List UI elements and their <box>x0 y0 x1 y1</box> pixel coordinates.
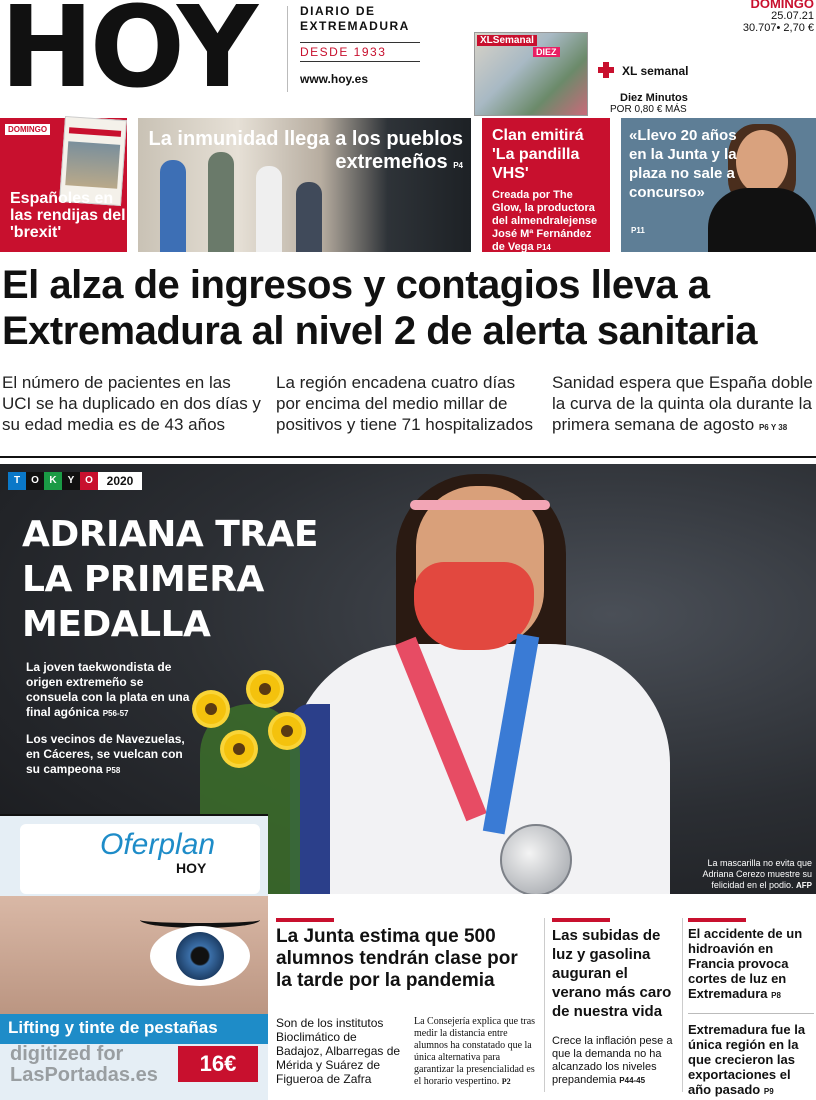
sunflower <box>224 734 254 764</box>
domingo-tag: DOMINGO <box>5 124 50 135</box>
subhead-uci: El número de pacientes en las UCI se ha duplicado en dos días y su edad media es de 43 años <box>2 373 261 434</box>
diez-minutos-label[interactable]: Diez Minutos <box>620 92 688 104</box>
page-ref: P9 <box>763 1087 774 1096</box>
column-divider <box>544 918 545 1092</box>
story-exportaciones[interactable]: Extremadura fue la única región en la que crecieron las exportaciones el año pasado P9 <box>688 1022 806 1097</box>
photo-subhead-2: Los vecinos de Navezuelas, en Cáceres, se vuelcan con su campeona P58 <box>26 732 185 776</box>
sunflower <box>196 694 226 724</box>
tokyo-2020-badge <box>8 472 142 490</box>
tokyo-letter: Y <box>62 472 80 490</box>
story-junta[interactable] <box>276 918 536 1087</box>
subhead-sanidad: Sanidad espera que España doble la curva de la quinta ola durante la primera semana de agosto P6 Y 38 <box>552 373 813 434</box>
teaser-clan-body: Creada por The Glow, la productora del almendralejense José Mª Fernández de Vega P14 <box>492 189 598 253</box>
villager-figure <box>256 166 282 252</box>
story-junta-headline: La Junta estima que 500 alumnos tendrán clase por la tarde por la pandemia <box>276 926 518 991</box>
ad-brand: Oferplan <box>100 828 216 861</box>
story-marker <box>552 918 610 922</box>
sunflower <box>250 674 280 704</box>
story-junta-lede: Son de los institutos Bioclimático de Badajoz, Albarregas de Mérida y Suárez de Figueroa de Zafra <box>276 1016 401 1086</box>
villager-figure <box>296 182 322 252</box>
diez-tag: DIEZ <box>533 47 560 57</box>
eye-icon <box>176 932 224 980</box>
date-block <box>743 0 814 34</box>
tokyo-letter: K <box>44 472 62 490</box>
teaser-clan-headline: Clan emitirá 'La pandilla VHS' <box>492 127 584 182</box>
athlete-jacket <box>290 644 670 894</box>
page-ref: P11 <box>631 226 645 235</box>
page-ref: P14 <box>536 243 551 252</box>
tokyo-letter: O <box>26 472 44 490</box>
founded-year: DESDE 1933 <box>300 42 420 62</box>
main-headline[interactable]: El alza de ingresos y contagios lleva a Extremadura al nivel 2 de alerta sanitaria <box>2 263 757 353</box>
page-ref: P2 <box>501 1077 511 1086</box>
sunflower <box>272 716 302 746</box>
column-divider <box>682 918 683 1092</box>
weekday: DOMINGO <box>750 0 814 11</box>
xl-semanal-label[interactable]: XL semanal <box>622 64 689 78</box>
page-ref: P6 Y 38 <box>758 423 788 432</box>
ad-offer-band: Lifting y tinte de pestañas <box>0 1014 268 1044</box>
tokyo-letter: T <box>8 472 26 490</box>
issue-date: 25.07.21 <box>771 10 814 22</box>
photo-subhead-1: La joven taekwondista de origen extremeño se consuela con la plata en una final agónica P56-57 <box>26 660 190 719</box>
watermark: digitized for LasPortadas.es <box>10 1043 158 1086</box>
ad-brand-sub: HOY <box>176 860 207 876</box>
page-ref: P44-45 <box>619 1076 646 1085</box>
teaser-brexit-text: Españoles en las rendijas del 'brexit' <box>10 190 126 241</box>
diez-minutos-price: POR 0,80 € MÁS <box>610 104 687 115</box>
teaser-row <box>0 118 816 252</box>
teaser-inmunidad[interactable] <box>138 118 471 252</box>
portrait-face <box>736 130 788 194</box>
story-marker <box>688 918 746 922</box>
tokyo-year: 2020 <box>98 472 142 490</box>
page-ref: P56-57 <box>102 709 129 718</box>
ad-price[interactable]: 16€ <box>178 1046 258 1082</box>
page-ref: P4 <box>453 161 463 170</box>
masthead <box>0 0 816 116</box>
sunflower-bouquet <box>186 654 316 814</box>
headband <box>410 500 550 510</box>
teaser-quote-text: «Llevo 20 años en la Junta y la plaza no sale a concurso» <box>629 127 737 201</box>
story-hidroavion[interactable]: El accidente de un hidroavión en Francia provoca cortes de luz en Extremadura P8 <box>688 926 803 1001</box>
website-link[interactable]: www.hoy.es <box>300 72 369 86</box>
logo-divider <box>287 6 288 92</box>
subheads <box>0 372 816 438</box>
teaser-quote[interactable] <box>621 118 816 252</box>
subhead-positivos: La región encadena cuatro días por encima del medio millar de positivos y tiene 71 hospitalizados <box>276 373 534 434</box>
newspaper-logo[interactable]: HOY <box>0 0 255 113</box>
story-luz[interactable] <box>552 918 678 1087</box>
page-ref: P58 <box>106 766 121 775</box>
story-luz-lede: Crece la inflación pese a que la demanda no ha alcanzado los niveles prepandemia P44-45 <box>552 1035 673 1086</box>
story-column-right <box>688 918 814 1099</box>
story-junta-note: La Consejería explica que tras medir la distancia entre alumnos ha constatado que la única alternativa para garantizar la presencialidad es el horario vespertino. P2 <box>414 1016 536 1087</box>
photo-credit: AFP <box>796 881 812 890</box>
photo-headline[interactable]: ADRIANA TRAE LA PRIMERA MEDALLA <box>22 514 318 645</box>
silver-medal <box>500 824 572 894</box>
page-ref: P8 <box>771 991 781 1000</box>
teaser-clan[interactable] <box>482 118 610 252</box>
teaser-brexit[interactable] <box>0 118 127 252</box>
issue-number-price: 30.707• 2,70 € <box>742 22 814 34</box>
story-marker <box>276 918 334 922</box>
plus-icon <box>598 62 614 78</box>
supplement-thumbnail[interactable] <box>474 32 588 116</box>
story-luz-headline: Las subidas de luz y gasolina auguran el verano más caro de nuestra vida <box>552 927 672 1020</box>
photo-caption: La mascarilla no evita que Adriana Cerezo muestre su felicidad en el podio. AFP <box>702 858 812 890</box>
teaser-inmunidad-text: La inmunidad llega a los pueblos extremeños P4 <box>148 128 463 173</box>
section-rule <box>0 456 816 458</box>
story-separator <box>688 1013 814 1014</box>
tokyo-letter: O <box>80 472 98 490</box>
oferplan-ad[interactable] <box>0 814 268 1100</box>
newspaper-subtitle: DIARIO DE EXTREMADURA <box>300 4 410 33</box>
xl-semanal-tag: XLSemanal <box>477 35 537 46</box>
